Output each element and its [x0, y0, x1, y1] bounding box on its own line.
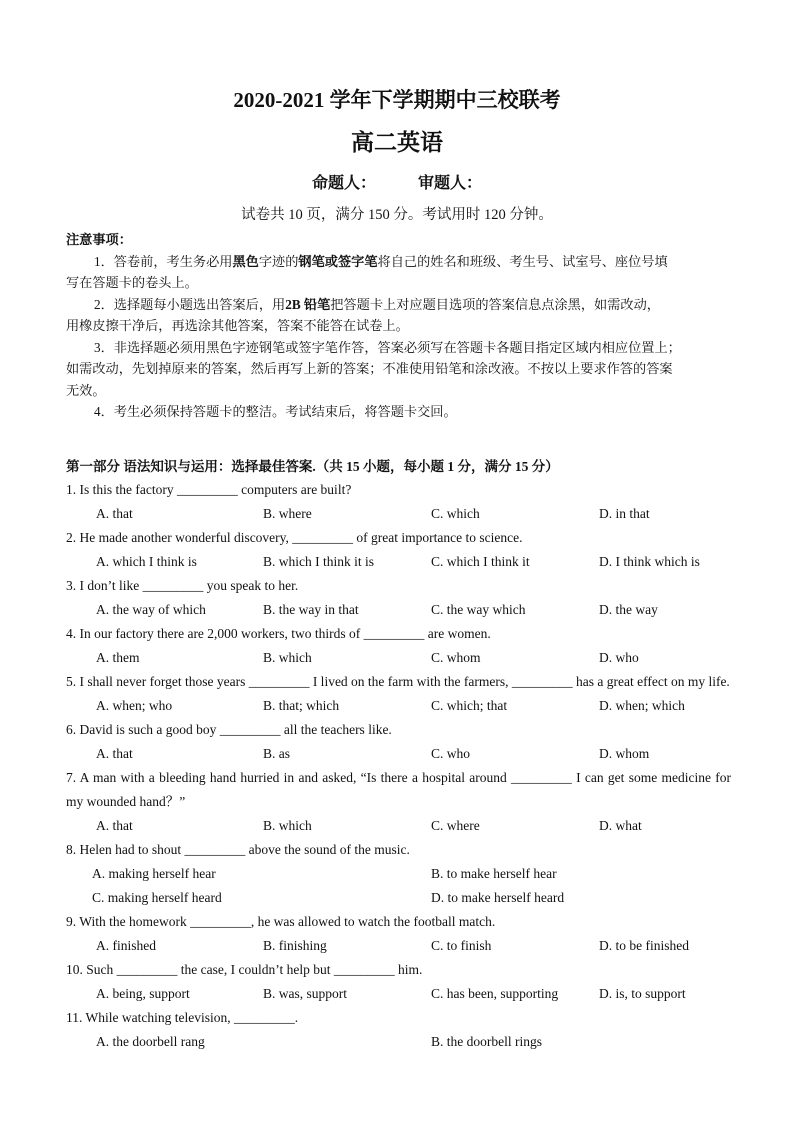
question-stem: 1. Is this the factory _________ computers are built? — [66, 482, 352, 497]
option-d: D. what — [599, 818, 642, 833]
option-c: C. who — [431, 746, 471, 761]
option-row — [66, 646, 731, 670]
option-d: D. whom — [599, 746, 650, 761]
option-c: C. the way which — [431, 602, 526, 617]
note-emphasis: 钢笔或签字笔 — [298, 253, 378, 269]
option-c: C. where — [431, 818, 480, 833]
option-c: C. making herself heard — [92, 890, 222, 905]
option-b: B. where — [263, 506, 312, 521]
question-stem: 11. While watching television, _________. — [66, 1010, 299, 1025]
option-b: B. which — [263, 818, 312, 833]
option-a: A. finished — [96, 938, 156, 953]
option-d: D. I think which is — [599, 554, 700, 569]
option-b: B. was, support — [263, 986, 347, 1001]
option-a: A. that — [96, 506, 133, 521]
option-row — [66, 982, 731, 1006]
option-row — [66, 1030, 731, 1054]
option-d: D. is, to support — [599, 986, 686, 1001]
option-b: B. that; which — [263, 698, 340, 713]
option-row — [66, 694, 731, 718]
option-d: D. in that — [599, 506, 650, 521]
option-a: A. them — [96, 650, 140, 665]
question-list — [66, 478, 731, 1054]
note-text: 将自己的姓名和班级、考生号、试室号、座位号填 — [377, 253, 668, 269]
question-stem: 2. He made another wonderful discovery, _________ of great importance to science. — [66, 530, 523, 545]
option-c: C. whom — [431, 650, 481, 665]
option-c: C. which; that — [431, 698, 508, 713]
note-text: 2．选择题每小题选出答案后，用 — [94, 296, 286, 312]
exam-subject: 高二英语 — [351, 130, 443, 155]
note-2-cont: 用橡皮擦干净后，再选涂其他答案，答案不能答在试卷上。 — [66, 318, 409, 333]
option-b: B. the doorbell rings — [431, 1034, 542, 1049]
option-b: B. finishing — [263, 938, 327, 953]
option-b: B. which I think it is — [263, 554, 374, 569]
reviewer-label: 审题人： — [418, 175, 483, 192]
question-stem: 7. A man with a bleeding hand hurried in and asked, “Is there a hospital around _________ I can get some medicine for my wounded hand？” — [66, 770, 731, 809]
note-4: 4．考生必须保持答题卡的整洁。考试结束后，将答题卡交回。 — [94, 404, 457, 419]
option-row — [66, 862, 731, 886]
option-a: A. that — [96, 746, 133, 761]
note-3: 3．非选择题必须用黑色字迹钢笔或签字笔作答，答案必须写在答题卡各题目指定区域内相应位置上； — [94, 339, 681, 355]
exam-authors — [0, 170, 794, 193]
setter-label: 命题人： — [311, 175, 376, 192]
option-a: A. when; who — [96, 698, 173, 713]
option-row — [66, 502, 731, 526]
option-b: B. the way in that — [263, 602, 359, 617]
notes-heading: 注意事项： — [66, 232, 132, 247]
option-a: A. the doorbell rang — [96, 1034, 205, 1049]
option-row — [66, 550, 731, 574]
question-stem: 9. With the homework _________, he was allowed to watch the football match. — [66, 914, 496, 929]
option-row — [66, 742, 731, 766]
option-b: B. to make herself hear — [431, 866, 557, 881]
option-row — [66, 814, 731, 838]
option-c: C. which I think it — [431, 554, 530, 569]
question-stem: 4. In our factory there are 2,000 workers, two thirds of _________ are women. — [66, 626, 491, 641]
option-d: D. who — [599, 650, 639, 665]
note-1 — [66, 251, 731, 273]
note-text: 1．答卷前，考生务必用 — [94, 253, 233, 269]
option-row — [66, 598, 731, 622]
note-emphasis: 黑色 — [232, 253, 259, 269]
question-stem: 8. Helen had to shout _________ above the sound of the music. — [66, 842, 410, 857]
option-b: B. which — [263, 650, 312, 665]
note-3-cont: 如需改动，先划掉原来的答案，然后再写上新的答案；不准使用铅笔和涂改液。不按以上要求作答的答案 — [66, 361, 673, 376]
option-a: A. making herself hear — [92, 866, 216, 881]
option-a: A. that — [96, 818, 133, 833]
note-2 — [66, 294, 731, 316]
section-heading: 第一部分 语法知识与运用：选择最佳答案.（共 15 小题，每小题 1 分，满分 15 分） — [66, 459, 559, 474]
option-c: C. has been, supporting — [431, 986, 559, 1001]
option-a: A. being, support — [96, 986, 190, 1001]
note-text: 字迹的 — [258, 253, 299, 269]
question-stem: 3. I don’t like _________ you speak to her. — [66, 578, 299, 593]
note-1-cont — [66, 272, 731, 294]
option-b: B. as — [263, 746, 290, 761]
option-row — [66, 934, 731, 958]
question-stem: 5. I shall never forget those years _________ I lived on the farm with the farmers, _________ has a great effect on my life. — [66, 674, 730, 689]
option-a: A. which I think is — [96, 554, 197, 569]
question-stem: 10. Such _________ the case, I couldn’t help but _________ him. — [66, 962, 423, 977]
note-3-end: 无效。 — [66, 382, 106, 398]
notes-block — [66, 229, 731, 423]
option-d: D. the way — [599, 602, 658, 617]
exam-info: 试卷共 10 页，满分 150 分。考试用时 120 分钟。 — [241, 207, 553, 223]
option-d: D. to be finished — [599, 938, 689, 953]
option-a: A. the way of which — [96, 602, 206, 617]
option-row — [66, 886, 731, 910]
question-stem: 6. David is such a good boy _________ all the teachers like. — [66, 722, 392, 737]
exam-title: 2020-2021 学年下学期期中三校联考 — [233, 88, 561, 112]
option-d: D. to make herself heard — [431, 890, 565, 905]
note-text: 把答题卡上对应题目选项的答案信息点涂黑，如需改动， — [330, 296, 660, 312]
note-text: 写在答题卡的卷头上。 — [66, 275, 198, 290]
note-emphasis: 2B 铅笔 — [285, 296, 331, 312]
option-c: C. which — [431, 506, 480, 521]
option-d: D. when; which — [599, 698, 685, 713]
option-c: C. to finish — [431, 938, 492, 953]
